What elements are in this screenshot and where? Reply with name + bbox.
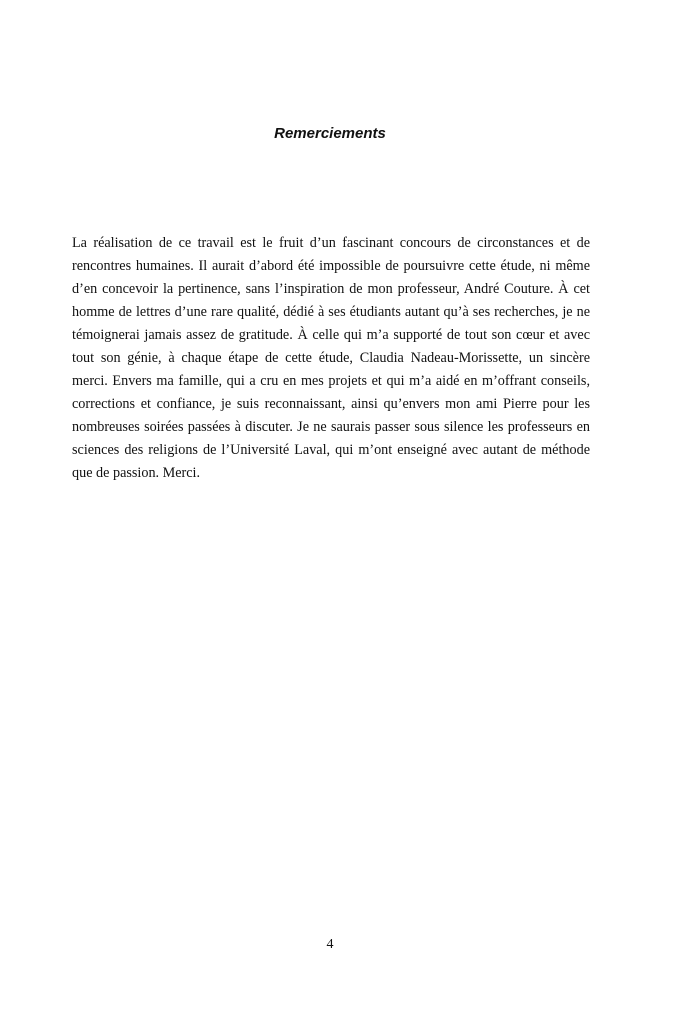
page-number: 4 (326, 937, 334, 952)
acknowledgements-paragraph: La réalisation de ce travail est le fruit d’un fascinant concours de circonstances et de rencontres humaines. Il aurait d’abord été impossible de poursuivre cette étude, ni même d’en concevoir la pertinence, sans l’inspiration de mon professeur, André Couture. À cet homme de lettres d’une rare qualité, dédié à ses étudiants autant qu’à ses recherches, je ne témoignerai jamais assez de gratitude. À celle qui m’a supporté de tout son cœur et avec tout son génie, à chaque étape de cette étude, Claudia Nadeau-Morissette, un sincère merci. Envers ma famille, qui a cru en mes projets et qui m’a aidé en m’offrant conseils, corrections et confiance, je suis reconnaissant, ainsi qu’envers mon ami Pierre pour les nombreuses soirées passées à discuter. Je ne saurais passer sous silence les professeurs en sciences des religions de l’Université Laval, qui m’ont enseigné avec autant de méthode que de passion. Merci. (72, 235, 590, 481)
page-title: Remerciements (274, 125, 386, 142)
